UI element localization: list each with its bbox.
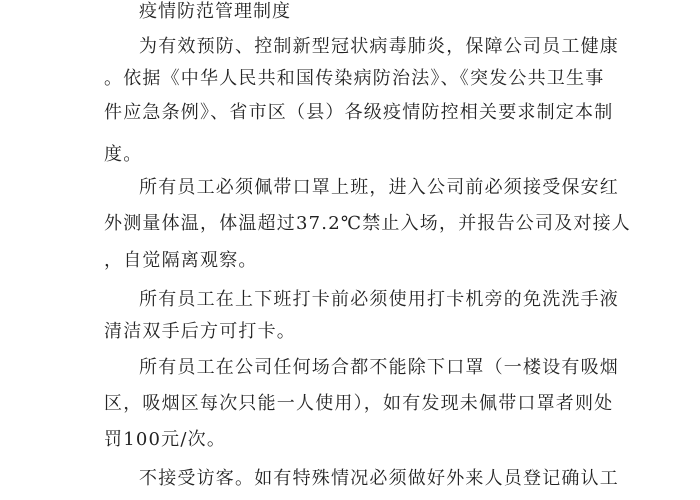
- paragraph-line: 。依据《中华人民共和国传染病防治法》、《突发公共卫生事: [104, 68, 605, 89]
- paragraph-line: 区，吸烟区每次只能一人使用），如有发现未佩带口罩者则处: [104, 393, 614, 414]
- paragraph-line: ，自觉隔离观察。: [104, 250, 258, 271]
- paragraph-line: 清洁双手后方可打卡。: [104, 321, 296, 342]
- paragraph-line: 件应急条例》、省市区（县）各级疫情防控相关要求制定本制: [104, 102, 614, 123]
- paragraph-line: 不接受访客。如有特殊情况必须做好外来人员登记确认工: [139, 468, 619, 489]
- paragraph-line: 度。: [104, 144, 143, 165]
- paragraph-line: 所有员工必须佩带口罩上班，进入公司前必须接受保安红: [139, 177, 619, 198]
- paragraph-line: 外测量体温，体温超过37.2℃禁止入场，并报告公司及对接人: [104, 213, 632, 234]
- document-title: 疫情防范管理制度: [139, 1, 291, 22]
- paragraph-line: 罚100元/次。: [104, 429, 227, 450]
- paragraph-line: 所有员工在上下班打卡前必须使用打卡机旁的免洗洗手液: [139, 289, 619, 310]
- paragraph-line: 所有员工在公司任何场合都不能除下口罩（一楼设有吸烟: [139, 357, 619, 378]
- paragraph-line: 为有效预防、控制新型冠状病毒肺炎，保障公司员工健康: [139, 36, 619, 57]
